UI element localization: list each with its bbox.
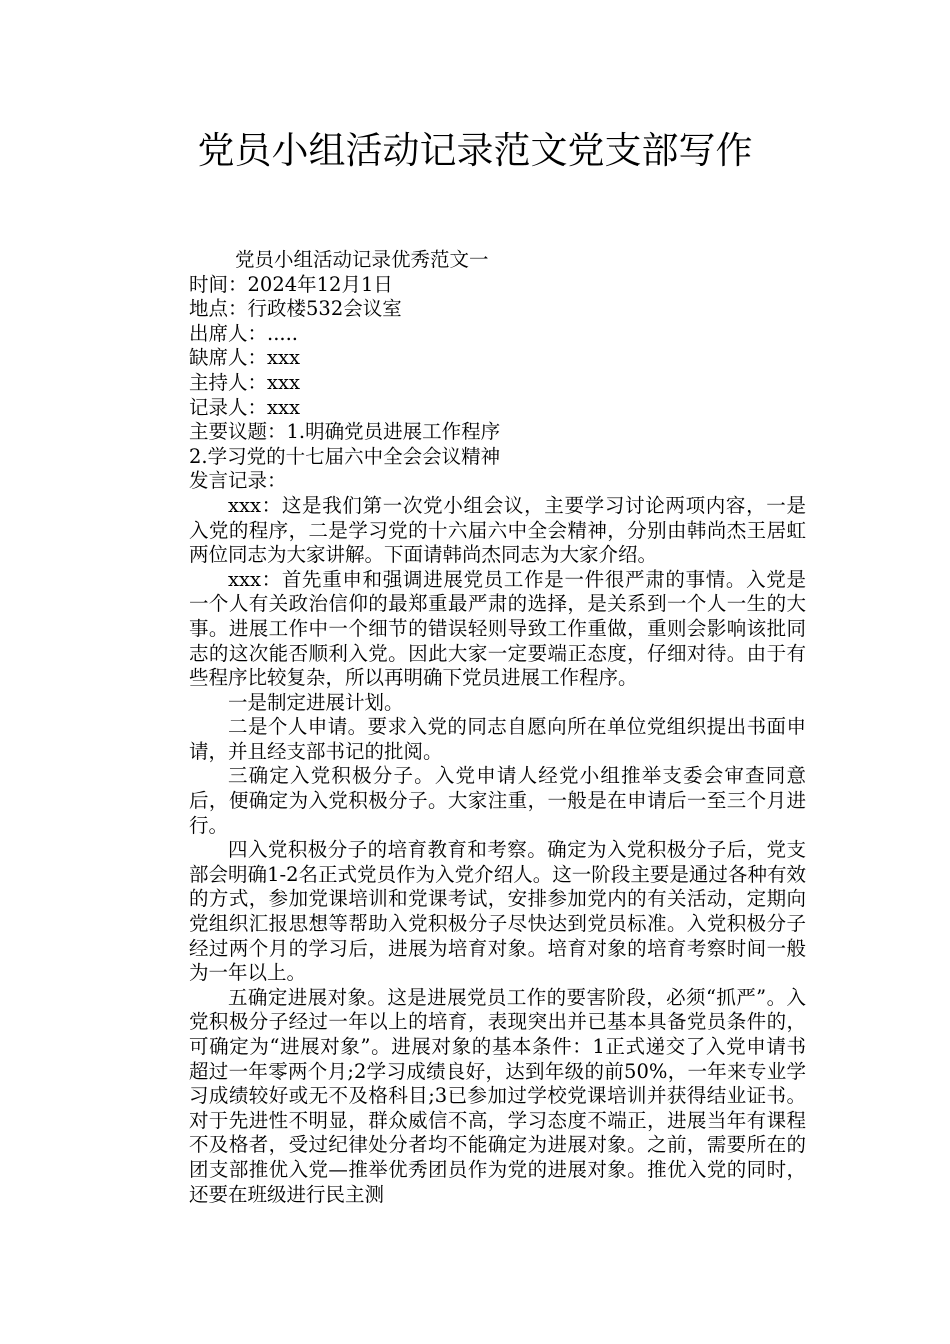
paragraph-7: 五确定进展对象。这是进展党员工作的要害阶段，必须“抓严”。入党积极分子经过一年以上的培育，表现突出并已基本具备党员条件的，可确定为“进展对象”。进展对象的基本条件：1正式递交了入党申请书超过一年零两个月;2学习成绩良好，达到年级的前50%，一年来专业学习成绩较好或无不及格科目;3已参加过学校党课培训并获得结业证书。对于先进性不明显，群众威信不高，学习态度不端正，进展当年有课程不及格者，受过纪律处分者均不能确定为进展对象。之前，需要所在的团支部推优入党—推举优秀团员作为党的进展对象。推优入党的同时，还要在班级进行民主测 xyxy=(189,985,806,1206)
document-body xyxy=(189,248,806,1207)
meta-time: 时间：2024年12月1日 xyxy=(189,272,393,296)
document-title: 党员小组活动记录范文党支部写作 xyxy=(197,129,753,172)
meta-absentees: 缺席人：xxx xyxy=(189,346,300,370)
paragraph-2: xxx：首先重申和强调进展党员工作是一件很严肃的事情。入党是一个人有关政治信仰的最郑重最严肃的选择，是关系到一个人一生的大事。进展工作中一个细节的错误轻则导致工作重做，重则会影响该批同志的这次能否顺利入党。因此大家一定要端正态度，仔细对待。由于有些程序比较复杂，所以再明确下党员进展工作程序。 xyxy=(189,567,806,690)
meta-speech-record-label: 发言记录： xyxy=(189,469,287,493)
meta-agenda-1: 主要议题：1.明确党员进展工作程序 xyxy=(189,420,501,444)
paragraph-4: 二是个人申请。要求入党的同志自愿向所在单位党组织提出书面申请，并且经支部书记的批阅。 xyxy=(189,715,806,763)
meta-attendees: 出席人：..... xyxy=(189,321,298,345)
paragraph-5: 三确定入党积极分子。入党申请人经党小组推举支委会审查同意后，便确定为入党积极分子。大家注重，一般是在申请后一至三个月进行。 xyxy=(189,764,806,837)
paragraph-3: 一是制定进展计划。 xyxy=(228,690,404,714)
paragraph-1: xxx：这是我们第一次党小组会议，主要学习讨论两项内容，一是入党的程序，二是学习党的十六届六中全会精神，分别由韩尚杰王居虹两位同志为大家讲解。下面请韩尚杰同志为大家介绍。 xyxy=(189,493,806,567)
record-subtitle: 党员小组活动记录优秀范文一 xyxy=(235,248,489,271)
meta-location: 地点：行政楼532会议室 xyxy=(189,297,402,321)
meta-host: 主持人：xxx xyxy=(189,370,300,394)
meta-recorder: 记录人：xxx xyxy=(189,395,300,419)
meta-agenda-2: 2.学习党的十七届六中全会会议精神 xyxy=(189,444,501,468)
paragraph-6: 四入党积极分子的培育教育和考察。确定为入党积极分子后，党支部会明确1-2名正式党员作为入党介绍人。这一阶段主要是通过各种有效的方式，参加党课培训和党课考试，安排参加党内的有关活动，定期向党组织汇报思想等帮助入党积极分子尽快达到党员标准。入党积极分子经过两个月的学习后，进展为培育对象。培育对象的培育考察时间一般为一年以上。 xyxy=(189,838,806,985)
